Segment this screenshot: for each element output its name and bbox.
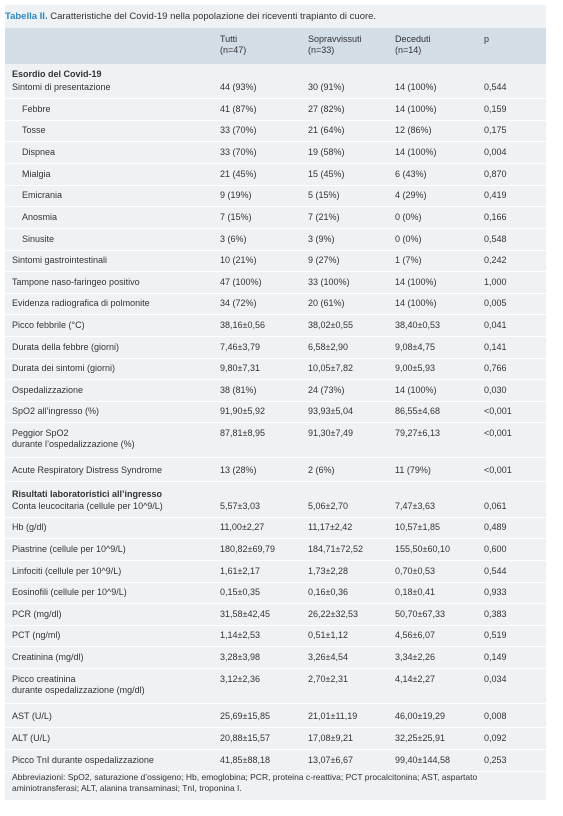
header-deceased-title: Deceduti: [395, 34, 431, 44]
table-row: [5, 251, 546, 272]
row-label-line1: Evidenza radiografica di polmonite: [12, 298, 150, 308]
cell-all: 3 (6%): [220, 234, 247, 244]
cell-survivors: 3 (9%): [308, 234, 335, 244]
cell-all: 33 (70%): [220, 125, 257, 135]
cell-all: 180,82±69,79: [220, 544, 275, 554]
cell-survivors: 17,08±9,21: [308, 733, 353, 743]
caption-text: Caratteristiche del Covid-19 nella popolazione dei riceventi trapianto di cuore.: [47, 11, 377, 22]
cell-p-value: 0,489: [484, 522, 507, 532]
row-label-line1: PCR (mg/dl): [12, 609, 62, 619]
cell-p-value: 0,092: [484, 733, 507, 743]
cell-survivors: 1,73±2,28: [308, 566, 348, 576]
table-row: [5, 648, 546, 669]
cell-survivors: 184,71±72,52: [308, 544, 363, 554]
row-label-line1: Peggior SpO2: [12, 428, 69, 438]
table-row: [5, 316, 546, 337]
row-label-line1: Picco creatinina: [12, 674, 76, 684]
row-label: [22, 104, 51, 115]
cell-deceased: 9,08±4,75: [395, 342, 435, 352]
cell-survivors: 24 (73%): [308, 385, 345, 395]
cell-all: 9 (19%): [220, 190, 252, 200]
row-label: [12, 587, 127, 598]
row-label-line1: Febbre: [22, 104, 51, 114]
header-deceased-n: (n=14): [395, 45, 422, 55]
cell-survivors: 5 (15%): [308, 190, 340, 200]
row-label-line1: Sintomi gastrointestinali: [12, 255, 108, 265]
row-label: [12, 406, 99, 417]
row-label-line1: Creatinina (mg/dl): [12, 652, 84, 662]
cell-deceased: 32,25±25,91: [395, 733, 445, 743]
cell-deceased: 50,70±67,33: [395, 609, 445, 619]
cell-survivors: 3,26±4,54: [308, 652, 348, 662]
cell-survivors: 5,06±2,70: [308, 501, 348, 511]
row-label: [12, 465, 162, 476]
cell-survivors: 27 (82%): [308, 104, 345, 114]
row-label: [12, 385, 83, 396]
cell-all: 3,12±2,36: [220, 674, 260, 684]
row-label: [12, 755, 154, 766]
table-row: [5, 461, 546, 482]
cell-deceased: 6 (43%): [395, 169, 427, 179]
table-row: [5, 338, 546, 359]
row-label-line1: Anosmia: [22, 212, 58, 222]
row-label: [12, 522, 47, 533]
table-row: [5, 165, 546, 186]
cell-all: 1,61±2,17: [220, 566, 260, 576]
row-label-line1: SpO2 all’ingresso (%): [12, 406, 100, 416]
cell-p-value: <0,001: [484, 465, 512, 475]
header-all-n: (n=47): [220, 45, 247, 55]
cell-p-value: 0,034: [484, 674, 507, 684]
row-label: [12, 320, 85, 331]
cell-all: 31,58±42,45: [220, 609, 270, 619]
header-p-title: p: [484, 34, 490, 44]
header-all-title: Tutti: [220, 34, 238, 44]
cell-all: 34 (72%): [220, 298, 257, 308]
cell-deceased: 4,14±2,27: [395, 674, 435, 684]
row-label-line1: Sintomi di presentazione: [12, 82, 111, 92]
row-label-line1: Dispnea: [22, 147, 56, 157]
cell-deceased: 155,50±60,10: [395, 544, 450, 554]
footnote: Abbreviazioni: SpO2, saturazione d’ossigeno; Hb, emoglobina; PCR, proteina c-reattiva; PCT procalcitonina; AST, aspartato aminiotransferasi; ALT, alanina transaminasi; TnI, troponina I.: [12, 772, 478, 793]
row-label: [12, 428, 135, 450]
cell-survivors: 0,51±1,12: [308, 630, 348, 640]
cell-survivors: 26,22±32,53: [308, 609, 358, 619]
table-row: [5, 402, 546, 423]
table-row: [5, 230, 546, 251]
table-row: [5, 121, 546, 142]
cell-deceased: 10,57±1,85: [395, 522, 440, 532]
cell-p-value: 0,766: [484, 363, 507, 373]
cell-all: 7,46±3,79: [220, 342, 260, 352]
row-label: [22, 125, 46, 136]
row-label-line1: Emicrania: [22, 190, 63, 200]
table-row: [5, 626, 546, 647]
row-label: [12, 609, 62, 620]
cell-deceased: 86,55±4,68: [395, 406, 440, 416]
row-label-line1: ALT (U/L): [12, 733, 51, 743]
table-row: [5, 294, 546, 315]
row-label: [12, 298, 150, 309]
cell-deceased: 1 (7%): [395, 255, 422, 265]
table-row: [5, 583, 546, 604]
cell-p-value: <0,001: [484, 406, 512, 416]
cell-all: 87,81±8,95: [220, 428, 265, 438]
cell-p-value: 0,166: [484, 212, 507, 222]
row-label: [12, 733, 50, 744]
table-row: [5, 518, 546, 539]
cell-p-value: 1,000: [484, 277, 507, 287]
cell-survivors: 0,16±0,36: [308, 587, 348, 597]
row-label: [12, 544, 126, 555]
header-survivors-title: Sopravvissuti: [308, 34, 362, 44]
cell-deceased: 4,56±6,07: [395, 630, 435, 640]
row-label-line1: AST (U/L): [12, 711, 52, 721]
cell-deceased: 14 (100%): [395, 277, 437, 287]
cell-deceased: 99,40±144,58: [395, 755, 450, 765]
cell-p-value: 0,933: [484, 587, 507, 597]
table-row: [5, 540, 546, 561]
row-label-line1: Hb (g/dl): [12, 522, 47, 532]
table-row: [5, 562, 546, 583]
table-row: [5, 497, 546, 518]
row-label: [12, 342, 119, 353]
cell-all: 44 (93%): [220, 82, 257, 92]
row-label-line1: Tampone naso-faringeo positivo: [12, 277, 140, 287]
section-title: Esordio del Covid-19: [12, 69, 102, 79]
cell-deceased: 0,18±0,41: [395, 587, 435, 597]
cell-p-value: 0,141: [484, 342, 507, 352]
cell-p-value: 0,149: [484, 652, 507, 662]
cell-p-value: 0,600: [484, 544, 507, 554]
cell-p-value: 0,175: [484, 125, 507, 135]
cell-survivors: 33 (100%): [308, 277, 350, 287]
cell-survivors: 2,70±2,31: [308, 674, 348, 684]
cell-survivors: 30 (91%): [308, 82, 345, 92]
row-label: [22, 234, 54, 245]
cell-all: 7 (15%): [220, 212, 252, 222]
cell-deceased: 0 (0%): [395, 212, 422, 222]
header-deceased: [395, 34, 431, 56]
cell-p-value: 0,544: [484, 566, 507, 576]
row-label: [22, 169, 51, 180]
row-label-line1: Piastrine (cellule per 10^9/L): [12, 544, 126, 554]
table-row: [5, 359, 546, 380]
cell-all: 25,69±15,85: [220, 711, 270, 721]
row-label-line1: Ospedalizzazione: [12, 385, 84, 395]
cell-p-value: 0,548: [484, 234, 507, 244]
row-label: [22, 147, 55, 158]
row-label: [12, 255, 107, 266]
header-survivors-n: (n=33): [308, 45, 335, 55]
cell-deceased: 3,34±2,26: [395, 652, 435, 662]
cell-p-value: 0,383: [484, 609, 507, 619]
cell-survivors: 38,02±0,55: [308, 320, 353, 330]
cell-deceased: 7,47±3,63: [395, 501, 435, 511]
row-label: [12, 277, 140, 288]
section-title: Risultati laboratoristici all’ingresso: [12, 489, 163, 499]
table-row: [5, 100, 546, 121]
table-row: [5, 78, 546, 99]
row-label-line1: Eosinofili (cellule per 10^9/L): [12, 587, 127, 597]
row-label-line1: Linfociti (cellule per 10^9/L): [12, 566, 122, 576]
cell-p-value: 0,519: [484, 630, 507, 640]
cell-p-value: 0,008: [484, 711, 507, 721]
table-caption: [5, 11, 376, 22]
cell-p-value: 0,004: [484, 147, 507, 157]
cell-p-value: 0,253: [484, 755, 507, 765]
row-label: [12, 82, 111, 93]
table-row: [5, 273, 546, 294]
cell-p-value: 0,159: [484, 104, 507, 114]
table-row: [5, 381, 546, 402]
cell-all: 13 (28%): [220, 465, 257, 475]
cell-all: 41,85±88,18: [220, 755, 270, 765]
table-row: [5, 605, 546, 626]
row-label-line1: PCT (ng/ml): [12, 630, 61, 640]
cell-all: 21 (45%): [220, 169, 257, 179]
row-label-line1: Conta leucocitaria (cellule per 10^9/L): [12, 501, 163, 511]
row-label-line1: Picco febbrile (°C): [12, 320, 85, 330]
cell-deceased: 0 (0%): [395, 234, 422, 244]
cell-all: 41 (87%): [220, 104, 257, 114]
cell-all: 11,00±2,27: [220, 522, 265, 532]
cell-deceased: 14 (100%): [395, 298, 437, 308]
row-label: [12, 652, 84, 663]
row-label: [22, 190, 62, 201]
cell-p-value: 0,061: [484, 501, 507, 511]
cell-all: 3,28±3,98: [220, 652, 260, 662]
row-label: [12, 363, 115, 374]
cell-survivors: 2 (6%): [308, 465, 335, 475]
table-row: [5, 751, 546, 772]
row-label-line2: durante l’ospedalizzazione (%): [12, 439, 135, 449]
cell-all: 1,14±2,53: [220, 630, 260, 640]
row-label: [12, 566, 121, 577]
cell-p-value: <0,001: [484, 428, 512, 438]
table-row: [5, 670, 546, 704]
cell-all: 33 (70%): [220, 147, 257, 157]
cell-survivors: 10,05±7,82: [308, 363, 353, 373]
row-label-line1: Sinusite: [22, 234, 55, 244]
cell-p-value: 0,041: [484, 320, 507, 330]
table-header: [5, 28, 546, 64]
cell-survivors: 6,58±2,90: [308, 342, 348, 352]
table-row: [5, 729, 546, 750]
cell-survivors: 9 (27%): [308, 255, 340, 265]
header-survivors: [308, 34, 362, 56]
cell-all: 0,15±0,35: [220, 587, 260, 597]
row-label: [12, 711, 52, 722]
cell-deceased: 9,00±5,93: [395, 363, 435, 373]
row-label-line1: Picco TnI durante ospedalizzazione: [12, 755, 154, 765]
cell-deceased: 38,40±0,53: [395, 320, 440, 330]
cell-survivors: 19 (58%): [308, 147, 345, 157]
table-row: [5, 208, 546, 229]
cell-all: 38,16±0,56: [220, 320, 265, 330]
table-row: [5, 186, 546, 207]
row-label-line2: durante ospedalizzazione (mg/dl): [12, 685, 145, 695]
table-row: [5, 143, 546, 164]
cell-deceased: 12 (86%): [395, 125, 432, 135]
cell-p-value: 0,030: [484, 385, 507, 395]
cell-survivors: 21 (64%): [308, 125, 345, 135]
table-row: [5, 424, 546, 458]
cell-p-value: 0,870: [484, 169, 507, 179]
cell-p-value: 0,005: [484, 298, 507, 308]
cell-all: 47 (100%): [220, 277, 262, 287]
header-all: [220, 34, 246, 56]
cell-deceased: 4 (29%): [395, 190, 427, 200]
cell-all: 91,90±5,92: [220, 406, 265, 416]
cell-all: 5,57±3,03: [220, 501, 260, 511]
row-label: [22, 212, 57, 223]
caption-label: Tabella II.: [5, 11, 48, 22]
row-label-line1: Tosse: [22, 125, 46, 135]
cell-survivors: 7 (21%): [308, 212, 340, 222]
row-label-line1: Durata della febbre (giorni): [12, 342, 120, 352]
cell-deceased: 46,00±19,29: [395, 711, 445, 721]
cell-deceased: 14 (100%): [395, 147, 437, 157]
row-label: [12, 501, 163, 512]
cell-deceased: 14 (100%): [395, 385, 437, 395]
cell-all: 38 (81%): [220, 385, 257, 395]
row-label-line1: Mialgia: [22, 169, 51, 179]
cell-deceased: 14 (100%): [395, 82, 437, 92]
cell-survivors: 21,01±11,19: [308, 711, 358, 721]
row-label-line1: Acute Respiratory Distress Syndrome: [12, 465, 163, 475]
cell-deceased: 14 (100%): [395, 104, 437, 114]
cell-survivors: 93,93±5,04: [308, 406, 353, 416]
cell-p-value: 0,544: [484, 82, 507, 92]
cell-p-value: 0,419: [484, 190, 507, 200]
cell-deceased: 0,70±0,53: [395, 566, 435, 576]
cell-survivors: 20 (61%): [308, 298, 345, 308]
cell-p-value: 0,242: [484, 255, 507, 265]
cell-all: 9,80±7,31: [220, 363, 260, 373]
row-label: [12, 630, 60, 641]
row-label-line1: Durata dei sintomi (giorni): [12, 363, 116, 373]
cell-survivors: 15 (45%): [308, 169, 345, 179]
cell-all: 10 (21%): [220, 255, 257, 265]
cell-survivors: 13,07±6,67: [308, 755, 353, 765]
cell-all: 20,88±15,57: [220, 733, 270, 743]
header-p: [484, 34, 489, 45]
cell-deceased: 79,27±6,13: [395, 428, 440, 438]
cell-survivors: 11,17±2,42: [308, 522, 353, 532]
row-label: [12, 674, 145, 696]
cell-deceased: 11 (79%): [395, 465, 431, 475]
cell-survivors: 91,30±7,49: [308, 428, 353, 438]
table-row: [5, 707, 546, 728]
